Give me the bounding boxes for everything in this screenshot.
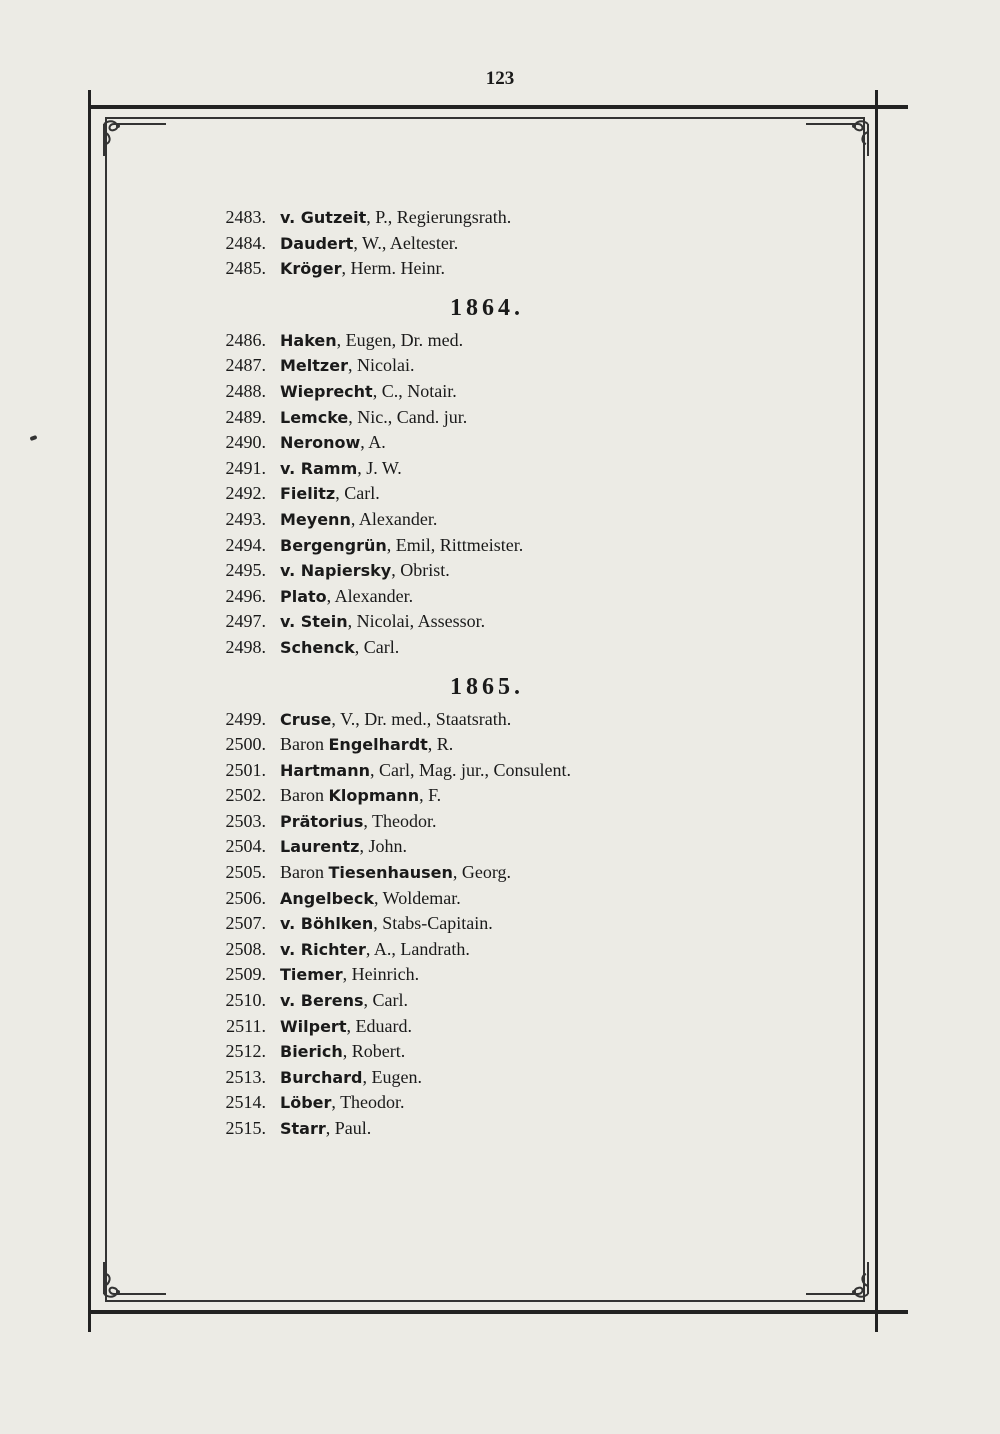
entry-number: 2504. <box>225 836 266 857</box>
entry-number: 2490. <box>225 432 266 453</box>
margin-ink-mark <box>30 435 38 441</box>
entry-surname: v. Stein <box>280 612 348 632</box>
top-border-rule <box>88 105 908 109</box>
entry-number: 2483. <box>225 207 266 227</box>
entry-details: , Nic., Cand. jur. <box>348 406 468 427</box>
entry-number: 2485. <box>225 258 266 279</box>
entry-surname: Haken <box>280 330 337 350</box>
member-entry <box>200 1065 760 1091</box>
entry-details: , Alexander. <box>326 585 414 606</box>
entry-surname: Hartmann <box>280 760 370 780</box>
member-entry <box>200 205 760 231</box>
entry-surname: Wieprecht <box>280 381 373 401</box>
entry-details: , Obrist. <box>391 560 450 581</box>
entry-number: 2498. <box>225 636 266 657</box>
entry-details: , Paul. <box>325 1118 372 1138</box>
member-entry <box>200 635 760 661</box>
entry-number: 2508. <box>225 938 266 959</box>
entry-number: 2495. <box>225 560 266 581</box>
entry-details: , P., Regierungsrath. <box>366 207 512 227</box>
entry-number: 2496. <box>225 585 266 606</box>
corner-ornament-icon <box>802 1260 872 1304</box>
entry-number: 2502. <box>225 785 266 806</box>
entry-surname: v. Berens <box>280 991 364 1011</box>
entry-number: 2492. <box>225 483 266 504</box>
entry-number: 2513. <box>225 1066 266 1087</box>
entry-surname: Bierich <box>280 1042 343 1062</box>
entry-number: 2499. <box>225 708 266 729</box>
entry-surname: Daudert <box>280 233 354 253</box>
member-entry <box>200 353 760 379</box>
corner-ornament-icon <box>100 114 170 158</box>
corner-ornament-icon <box>802 114 872 158</box>
entry-prefix: Baron <box>280 862 329 883</box>
entry-number: 2484. <box>225 232 266 253</box>
entry-number: 2489. <box>225 406 266 427</box>
entry-details: , Nicolai, Assessor. <box>347 611 486 632</box>
member-entry <box>200 1090 760 1116</box>
member-entry <box>200 328 760 354</box>
member-entry <box>200 937 760 963</box>
entry-surname: Plato <box>280 586 327 606</box>
entry-surname: Prätorius <box>280 811 364 831</box>
entry-details: , W., Aeltester. <box>353 232 459 253</box>
entry-details: , Eugen, Dr. med. <box>336 329 464 350</box>
entry-details: , Woldemar. <box>374 887 461 908</box>
entry-details: , Carl, Mag. jur., Consulent. <box>369 759 571 780</box>
entry-prefix: Baron <box>280 734 329 755</box>
entry-prefix: Baron <box>280 785 329 806</box>
entry-number: 2510. <box>225 990 266 1011</box>
entry-surname: Burchard <box>280 1067 363 1087</box>
entry-number: 2503. <box>225 810 266 831</box>
entry-surname: Meyenn <box>280 509 351 529</box>
corner-ornament-icon <box>100 1260 170 1304</box>
entry-details: , R. <box>427 734 454 755</box>
entry-details: , V., Dr. med., Staatsrath. <box>331 708 512 729</box>
entry-number: 2511. <box>226 1015 266 1036</box>
member-entry <box>200 783 760 809</box>
entry-details: , Alexander. <box>350 508 438 529</box>
entry-details: , Theodor. <box>363 810 437 831</box>
bottom-border-rule <box>88 1310 908 1314</box>
member-entry <box>200 1014 760 1040</box>
entry-number: 2514. <box>225 1092 266 1113</box>
member-entry <box>200 379 760 405</box>
entry-surname: Klopmann <box>328 786 420 806</box>
entry-number: 2491. <box>225 457 266 478</box>
member-entry <box>200 558 760 584</box>
entry-surname: v. Napiersky <box>280 561 392 581</box>
entry-number: 2488. <box>225 380 266 401</box>
entry-surname: Tiemer <box>280 965 343 985</box>
entry-surname: Lemcke <box>280 407 349 427</box>
left-border-rule <box>88 90 91 1332</box>
entry-details: , A. <box>360 432 386 453</box>
entry-details: , Emil, Rittmeister. <box>386 534 524 555</box>
entry-number: 2501. <box>225 759 266 780</box>
member-list <box>200 205 760 1142</box>
entry-number: 2500. <box>225 734 266 755</box>
entry-details: , Theodor. <box>331 1092 405 1113</box>
member-entry <box>200 1116 760 1142</box>
entry-details: , Eugen. <box>362 1066 422 1087</box>
member-entry <box>200 809 760 835</box>
entry-surname: Cruse <box>280 709 332 729</box>
member-entry <box>200 1039 760 1065</box>
entry-surname: Kröger <box>280 259 342 279</box>
member-entry <box>200 533 760 559</box>
entry-surname: Neronow <box>280 433 361 453</box>
entry-details: , Nicolai. <box>347 355 415 376</box>
entry-number: 2493. <box>225 508 266 529</box>
entry-details: , Herm. Heinr. <box>341 258 445 279</box>
entry-surname: v. Böhlken <box>280 914 374 934</box>
member-entry <box>200 707 760 733</box>
entry-surname: Meltzer <box>280 356 348 376</box>
entry-surname: Angelbeck <box>280 888 374 908</box>
member-entry <box>200 834 760 860</box>
entry-surname: Bergengrün <box>280 535 387 555</box>
member-entry <box>200 860 760 886</box>
entry-surname: Fielitz <box>280 484 336 504</box>
page-number: 123 <box>485 68 515 89</box>
entry-details: , Heinrich. <box>342 964 420 985</box>
entry-surname: v. Richter <box>280 939 366 959</box>
entry-details: , A., Landrath. <box>365 938 470 959</box>
entry-number: 2494. <box>225 534 266 555</box>
member-entry <box>200 231 760 257</box>
entry-details: , John. <box>359 836 407 857</box>
entry-surname: Tiesenhausen <box>328 863 453 883</box>
right-border-rule <box>875 90 878 1332</box>
entry-number: 2487. <box>225 355 266 376</box>
member-entry <box>200 481 760 507</box>
entry-details: , J. W. <box>357 457 402 478</box>
entry-details: , F. <box>419 785 442 806</box>
year-heading: 1864. <box>450 294 524 321</box>
member-entry <box>200 758 760 784</box>
entry-details: , C., Notair. <box>372 380 457 401</box>
member-entry <box>200 609 760 635</box>
entry-surname: Laurentz <box>280 837 360 857</box>
entry-number: 2486. <box>225 329 266 350</box>
entry-details: , Stabs-Capitain. <box>373 913 493 934</box>
entry-number: 2506. <box>225 887 266 908</box>
member-entry <box>200 584 760 610</box>
entry-surname: Starr <box>280 1119 326 1138</box>
entry-number: 2515. <box>225 1118 266 1138</box>
entry-surname: Schenck <box>280 637 355 657</box>
entry-details: , Carl. <box>354 636 400 657</box>
member-entry <box>200 886 760 912</box>
member-entry <box>200 507 760 533</box>
entry-details: , Eduard. <box>346 1015 412 1036</box>
entry-surname: Wilpert <box>280 1016 347 1036</box>
entry-surname: Engelhardt <box>328 735 428 755</box>
member-entry <box>200 430 760 456</box>
year-heading: 1865. <box>450 673 524 700</box>
entry-number: 2507. <box>225 913 266 934</box>
member-entry <box>200 256 760 282</box>
entry-details: , Robert. <box>342 1041 406 1062</box>
member-entry <box>200 456 760 482</box>
member-entry <box>200 962 760 988</box>
member-entry <box>200 911 760 937</box>
entry-surname: v. Ramm <box>280 458 358 478</box>
entry-number: 2509. <box>225 964 266 985</box>
member-entry <box>200 732 760 758</box>
entry-number: 2497. <box>225 611 266 632</box>
member-entry <box>200 988 760 1014</box>
entry-details: , Carl. <box>363 990 408 1011</box>
entry-number: 2512. <box>225 1041 266 1062</box>
entry-details: , Carl. <box>335 483 380 504</box>
entry-details: , Georg. <box>452 862 512 883</box>
member-entry <box>200 405 760 431</box>
entry-surname: Löber <box>280 1093 332 1113</box>
entry-number: 2505. <box>225 862 266 883</box>
entry-surname: v. Gutzeit <box>280 208 367 227</box>
